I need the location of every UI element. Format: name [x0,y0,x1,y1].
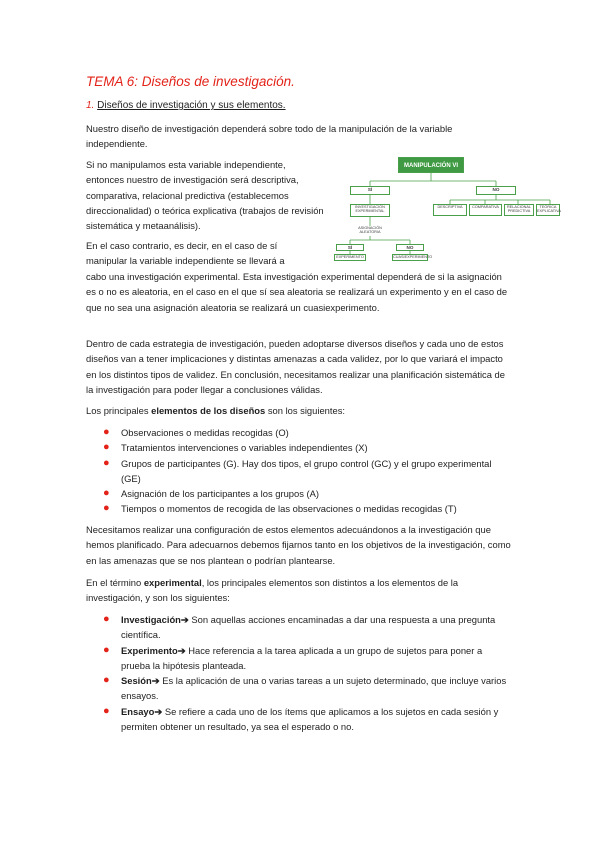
list-item [100,612,512,643]
bold-run: experimental [143,577,202,588]
diagram-relational-node: RELACIONAL PREDICTIVA [504,204,534,216]
term-label: Experimento [121,644,178,656]
paragraph-strategies: Dentro de cada estrategia de investigación, pueden adoptarse diversos diseños y cada uno de estos diseños van a tener implicaciones y distintas amenazas a cada validez, por lo que variará el impacto en los distintos tipos de validez. En conclusión, necesitamos realizar una planificación sistemática de la investigación para poder llegar a conclusiones válidas. [86,338,505,395]
section-heading [86,100,286,111]
list-item [100,643,512,674]
text-run: , los principales elementos son distintos a los elementos de la investigación, y son los siguientes: [86,577,459,604]
list-item-text: Tiempos o momentos de recogida de las observaciones o medidas recogidas (T) [121,503,457,515]
paragraph-configuration: Necesitamos realizar una configuración de estos elementos adecuándonos a la investigación que hemos planificado. Para adecuarnos debemos fijarnos tanto en los objetivos de la investigación, como en las amenazas que se nos plantean o podrían plantearse. [86,524,511,566]
paragraph-intro: Nuestro diseño de investigación dependerá sobre todo de la manipulación de la variable independiente. [86,123,453,150]
term-label: Investigación [121,614,181,625]
list-item [100,501,512,516]
bullet-icon: ● [103,441,110,454]
diagram-assign-no-node: NO [396,244,424,251]
list-item [100,704,512,735]
terms-list [100,612,512,734]
list-item [100,425,512,440]
doc-title: TEMA 6: Diseños de investigación. [86,74,295,89]
list-item [100,673,512,704]
bullet-icon: ● [103,704,110,717]
text-run: En el término [86,577,144,588]
bullet-icon: ● [103,643,110,656]
diagram-quasi-node: CUASIEXPERIMENTO [393,255,433,259]
diagram-experimental-node: INVESTIGACIÓN EXPERIMENTAL [350,204,390,217]
text-run: son los siguientes: [265,405,345,416]
term-definition: Son aquellas acciones encaminadas a dar una respuesta a una pregunta científica. [121,614,496,641]
text-run: Los principales [86,405,152,416]
paragraph-manipulation-a: En el caso contrario, es decir, en el caso de sí manipular la variable independiente se llevará a [86,240,285,267]
bullet-icon: ● [103,487,110,500]
elements-list [100,425,512,517]
bold-run: elementos de los diseños [151,405,266,416]
arrow-icon: ➔ [177,644,186,656]
list-item [100,440,512,455]
paragraph-elements-intro [86,403,514,418]
term-definition: Es la aplicación de una o varias tareas a un sujeto determinado, que incluye varios ensayos. [121,675,507,702]
list-item-text: Grupos de participantes (G). Hay dos tipos, el grupo control (GC) y el grupo experimental (GE) [121,457,492,484]
diagram-no-node: NO [476,186,516,195]
diagram-experiment-node: EXPERIMENTO [334,254,366,261]
bullet-icon: ● [103,426,110,438]
list-item-text: Observaciones o medidas recogidas (O) [121,427,289,438]
manipulation-diagram [330,153,560,263]
arrow-icon: ➔ [180,614,189,625]
term-definition: Hace referencia a la tarea aplicada a un grupo de sujetos para poner a prueba la hipótesis planteada. [121,644,483,671]
paragraph-manipulation-b: cabo una investigación experimental. Esta investigación experimental dependerá de si la asignación es o no es aleatoria, en el caso en el que sí sea aleatoria se realizará un experimento y en el caso de que no sea una asignación aleatoria se realizará un cuasiexperimento. [86,271,508,313]
arrow-icon: ➔ [151,675,160,687]
bullet-icon: ● [103,674,110,687]
paragraph-experimental-intro [86,575,514,606]
term-label: Ensayo [121,705,155,717]
diagram-yes-node: SÍ [350,186,390,195]
diagram-theoretical-node: TEÓRICA EXPLICATIVA [536,204,560,216]
diagram-assign-yes-node: SÍ [336,244,364,251]
bullet-icon: ● [103,613,110,625]
diagram-root-node: MANIPULACIÓN VI [398,157,464,173]
diagram-comparative-node: COMPARATIVA [469,204,502,216]
diagram-random-assignment-node: ASIGNACIÓN ALEATORIA [354,226,386,236]
term-label: Sesión [121,675,152,687]
list-item-text: Asignación de los participantes a los grupos (A) [121,488,320,500]
diagram-descriptive-node: DESCRIPTIVA [433,204,467,216]
list-item-text: Tratamientos intervenciones o variables independientes (X) [121,442,368,454]
section-number: 1. [86,100,95,111]
section-title: Diseños de investigación y sus elementos. [97,100,286,111]
list-item [100,456,512,487]
arrow-icon: ➔ [154,705,163,717]
paragraph-no-manipulation: Si no manipulamos esta variable independiente, entonces nuestro de investigación será descriptiva, comparativa, relacional predictiva (establecemos direccionalidad) o teórica explicativa (trabajos de revisión sistemática y metaanálisis). [86,159,324,232]
bullet-icon: ● [103,502,110,515]
term-definition: Se refiere a cada uno de los ítems que aplicamos a los sujetos en cada sesión y permiten obtener un resultado, ya sea el esperado o no. [121,705,499,733]
bullet-icon: ● [103,456,110,469]
list-item [100,486,512,501]
